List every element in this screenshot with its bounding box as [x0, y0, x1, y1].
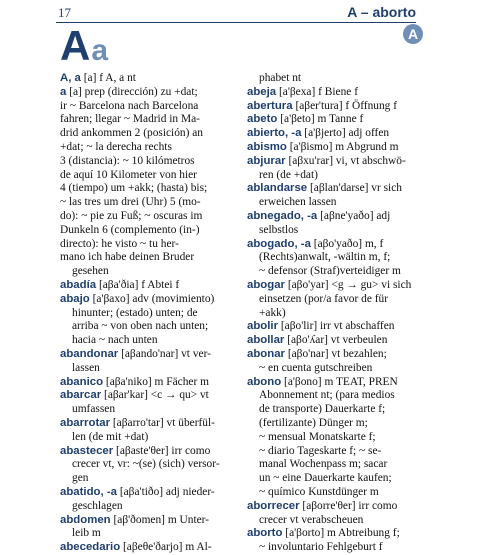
thumb-index-tab[interactable]: A: [403, 24, 423, 44]
entry-line: ~ mensual Monatskarte f;: [259, 430, 376, 443]
entry-line: do): ~ pie zu Fuß; ~ oscuras im: [60, 209, 203, 222]
entry-line: +akk): [259, 306, 286, 319]
entry-line: 4 (tiempo) um +akk; (hasta) bis;: [60, 182, 208, 195]
entry-line: hinunter; (estado) unten; de: [72, 306, 198, 319]
entry-line: abadía [aβa'ðia] f Abtei f: [60, 278, 180, 291]
entry-line: abismo [a'βismo] m Abgrund m: [247, 140, 399, 153]
entry-line: einsetzen (por/a favor de für: [259, 292, 389, 305]
entry-line: ~ defensor (Straf)verteidiger m: [259, 265, 401, 278]
entry-line: a [a] prep (dirección) zu +dat;: [60, 85, 198, 98]
entry-line: abertura [aβer'tura] f Öffnung f: [247, 99, 398, 112]
entry-line: aborrecer [aβorre'θer] irr como: [247, 499, 398, 512]
running-header: [56, 4, 416, 23]
entry-line: abeja [a'βexa] f Biene f: [247, 85, 358, 98]
entry-line: gesehen: [72, 265, 109, 278]
entry-line: Abonnement nt; (para medios: [259, 389, 395, 402]
entry-line: ~ químico Kunstdünger m: [259, 485, 379, 498]
entry-line: directo): he visto ~ tu her-: [60, 237, 179, 250]
entry-line: lassen: [72, 361, 100, 374]
right-column: [247, 72, 424, 555]
entry-line: de transporte) Dauerkarte f;: [259, 403, 386, 416]
entry-line: abanico [aβa'niko] m Fächer m: [60, 375, 209, 388]
entry-line: crecer vt verabscheuen: [259, 513, 364, 526]
entry-line: geschlagen: [72, 499, 123, 512]
entry-line: ren (de +dat): [259, 168, 318, 181]
entry-line: abnegado, -a [aβne'yaðo] adj: [247, 209, 391, 222]
entry-line: abeto [a'βeto] m Tanne f: [247, 113, 364, 126]
left-column: [60, 72, 237, 555]
entry-line: phabet nt: [259, 72, 302, 84]
entry-line: abandonar [aβando'nar] vt ver-: [60, 347, 211, 360]
entry-line: arriba ~ von oben nach unten;: [72, 320, 209, 333]
page-number: 17: [58, 5, 71, 20]
entry-line: A, a [a] f A, a nt: [60, 72, 136, 84]
entry-line: abatido, -a [aβa'tiðo] adj nieder-: [60, 485, 215, 498]
entry-line: ablandarse [aβlan'darse] vr sich: [247, 182, 402, 195]
entry-line: ir ~ Barcelona nach Barcelona: [60, 99, 199, 112]
entry-line: abastecer [aβaste'θer] irr como: [60, 444, 211, 457]
entry-line: un ~ eine Dauerkarte kaufen;: [259, 472, 392, 485]
entry-line: fahren; llegar ~ Madrid in Ma-: [60, 113, 200, 126]
entry-line: abogar [aβo'yar] <g → gu> vi sich: [247, 278, 412, 291]
entry-line: ~ diario Tageskarte f; ~ se-: [259, 444, 382, 457]
entry-line: abolir [aβo'lir] irr vt abschaffen: [247, 320, 395, 333]
entry-line: crecer vt, vr: ~(se) (sich) versor-: [72, 458, 220, 471]
entry-line: de aquí 10 Kilometer von hier: [60, 168, 197, 181]
entry-line: abjurar [aβxu'rar] vi, vt abschwö-: [247, 154, 406, 167]
entry-line: (fertilizante) Dünger m;: [259, 416, 368, 429]
section-letter: [60, 22, 108, 70]
entry-line: abogado, -a [aβo'yaðo] m, f: [247, 237, 384, 250]
headword-range: A – aborto: [347, 4, 416, 20]
entry-line: abierto, -a [a'βjerto] adj offen: [247, 127, 390, 140]
entry-line: selbstlos: [259, 223, 299, 236]
section-letter-lower: a: [91, 34, 109, 67]
entry-line: +dat; ~ la derecha rechts: [60, 140, 172, 153]
entry-line: abono [a'βono] m TEAT, PREN: [247, 375, 398, 388]
section-letter-upper: A: [60, 22, 91, 69]
entry-line: Dunkeln 6 (complemento (in-): [60, 223, 200, 236]
entry-line: hacia ~ nach unten: [72, 334, 158, 347]
entry-line: ~ las tres um drei (Uhr) 5 (mo-: [60, 196, 201, 209]
entry-line: 3 (distancia): ~ 10 kilómetros: [60, 154, 195, 167]
entry-line: abajo [a'βaxo] adv (movimiento): [60, 292, 215, 305]
entry-line: aborto [a'βorto] m Abtreibung f;: [247, 527, 400, 540]
entry-line: ~ en cuenta gutschreiben: [259, 361, 373, 374]
entry-line: abdomen [aβ'ðomen] m Unter-: [60, 513, 210, 526]
entry-line: ~ involuntario Fehlgeburt f: [259, 541, 383, 554]
entry-line: umfassen: [72, 403, 116, 416]
entry-line: abarrotar [aβarro'tar] vt überfül-: [60, 416, 215, 429]
entry-line: abonar [aβo'nar] vt bezahlen;: [247, 347, 387, 360]
entry-line: len (de mit +dat): [72, 430, 149, 443]
entry-line: abarcar [aβar'kar] <c → qu> vt: [60, 389, 209, 402]
entry-line: (Rechts)anwalt, -wältin m, f;: [259, 251, 391, 264]
entry-line: leib m: [72, 527, 101, 540]
entry-line: abollar [aβo'ʎar] vt verbeulen: [247, 334, 388, 347]
entry-line: abecedario [aβeθe'ðarjo] m Al-: [60, 541, 212, 554]
entry-line: erweichen lassen: [259, 196, 337, 209]
entry-line: mano ich habe deinen Bruder: [60, 251, 195, 264]
entry-line: drid ankommen 2 (posición) an: [60, 127, 203, 140]
entry-line: gen: [72, 472, 89, 485]
entry-line: manal Wochenpass m; sacar: [259, 458, 388, 471]
